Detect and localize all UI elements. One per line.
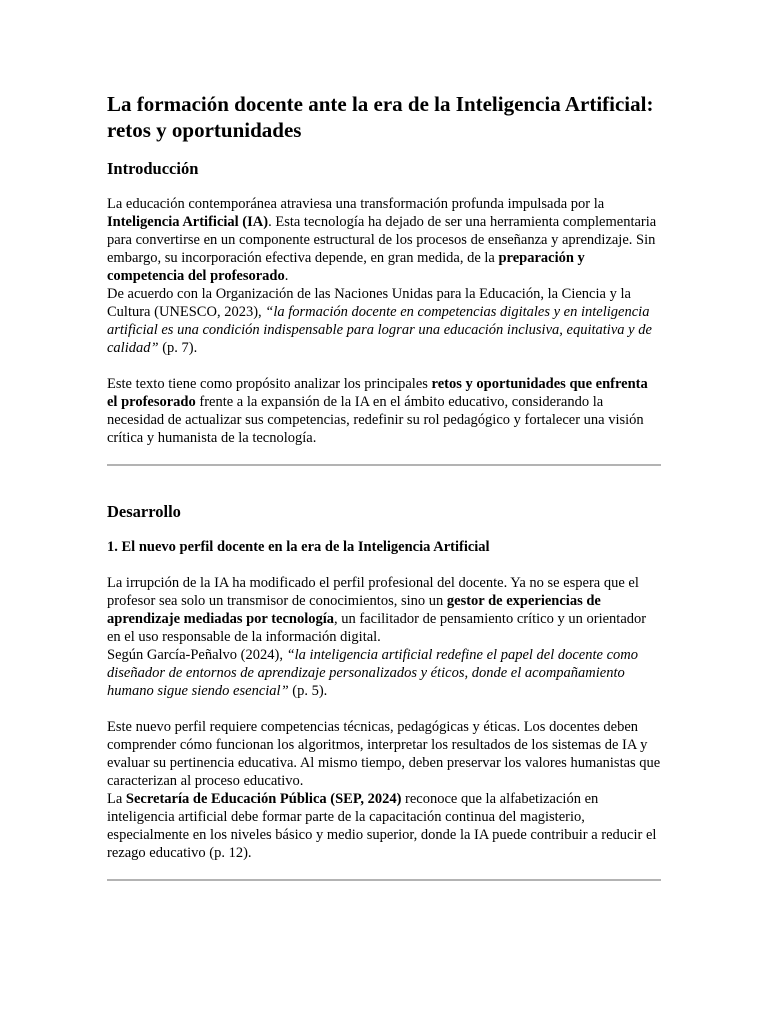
development-paragraph-2 (107, 646, 661, 700)
text-run: De acuerdo con la Organización de las Naciones Unidas para la Educación, la Ciencia y la Cultura (UNESCO, 2023), (107, 286, 631, 320)
text-run: Según García-Peñalvo (2024), (107, 647, 287, 663)
development-heading: Desarrollo (107, 502, 181, 521)
document-title: La formación docente ante la era de la Inteligencia Artificial: retos y oportunidades (107, 92, 654, 142)
text-run: frente a la expansión de la IA en el ámbito educativo, considerando la necesidad de actualizar sus competencias, redefinir su rol pedagógico y fortalecer una visión crítica y humanista de la tecnología. (107, 394, 644, 446)
development-paragraph-4 (107, 790, 661, 862)
intro-paragraph-2 (107, 285, 661, 357)
bold-term: preparación y competencia del profesorado (107, 250, 585, 284)
quote: “la formación docente en competencias digitales y en inteligencia artificial es una condición indispensable para lograr una educación inclusiva, equitativa y de calidad” (107, 304, 652, 356)
intro-paragraph-3 (107, 375, 661, 447)
intro-paragraph-1 (107, 195, 661, 285)
bold-term: gestor de experiencias de aprendizaje mediadas por tecnología (107, 593, 601, 627)
text-run: reconoce que la alfabetización en inteligencia artificial debe formar parte de la capacitación continua del magisterio, especialmente en los niveles básico y medio superior, donde la IA puede contribuir a reducir el rezago educativo (p. 12). (107, 791, 657, 861)
quote: “la inteligencia artificial redefine el papel del docente como diseñador de entornos de aprendizaje personalizados y éticos, donde el acompañamiento humano sigue siendo esencial” (107, 647, 638, 699)
text-run: Este texto tiene como propósito analizar los principales (107, 376, 432, 392)
development-paragraph-1 (107, 574, 661, 646)
bold-term: Inteligencia Artificial (IA) (107, 214, 269, 230)
development-paragraph-3: Este nuevo perfil requiere competencias técnicas, pedagógicas y éticas. Los docentes deben comprender cómo funcionan los algoritmos, interpretar los resultados de los sistemas de IA y evaluar su pertinencia educativa. Al mismo tiempo, deben preservar los valores humanistas que caracterizan al proceso educativo. (107, 719, 661, 789)
text-run: La irrupción de la IA ha modificado el perfil profesional del docente. Ya no se espera que el profesor sea solo un transmisor de conocimientos, sino un (107, 575, 639, 609)
intro-heading: Introducción (107, 159, 199, 178)
text-run: (p. 7). (158, 340, 198, 356)
bold-term: retos y oportunidades que enfrenta el profesorado (107, 376, 648, 410)
text-run: . Esta tecnología ha dejado de ser una herramienta complementaria para convertirse en un componente estructural de los procesos de enseñanza y aprendizaje. Sin embargo, su incorporación efectiva depende, en gran medida, de la (107, 214, 657, 266)
text-run: La educación contemporánea atraviesa una transformación profunda impulsada por la (107, 196, 605, 212)
section-divider (107, 879, 661, 881)
bold-term: Secretaría de Educación Pública (SEP, 2024) (125, 791, 402, 807)
text-run: La (107, 791, 126, 807)
text-run: . (284, 268, 289, 284)
text-run: (p. 5). (288, 683, 328, 699)
text-run: , un facilitador de pensamiento crítico y un orientador en el uso responsable de la información digital. (107, 611, 647, 645)
development-subheading: 1. El nuevo perfil docente en la era de la Inteligencia Artificial (107, 539, 490, 555)
